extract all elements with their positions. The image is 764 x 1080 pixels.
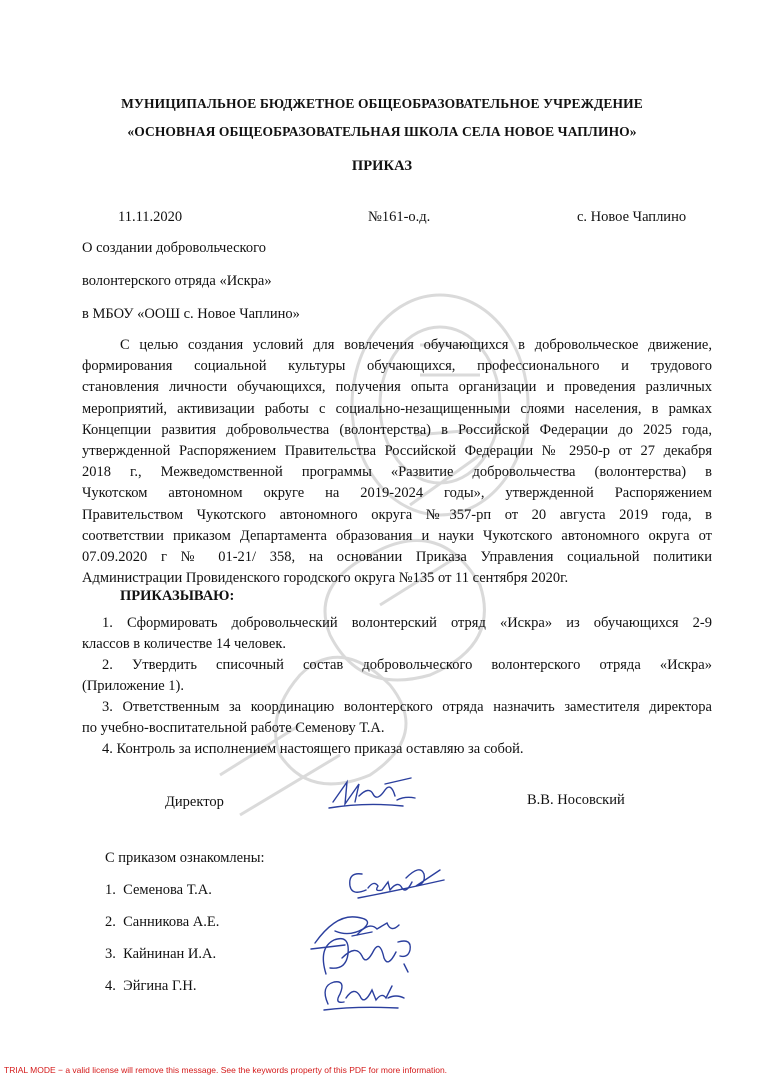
order-date: 11.11.2020 bbox=[118, 209, 183, 225]
school-name: «ОСНОВНАЯ ОБЩЕОБРАЗОВАТЕЛЬНАЯ ШКОЛА СЕЛА НОВОЕ ЧАПЛИНО» bbox=[127, 124, 637, 139]
item-number: 2. bbox=[102, 657, 113, 673]
item-text: (Приложение 1). bbox=[82, 677, 184, 694]
acknowledged-person bbox=[105, 912, 219, 933]
order-place: с. Новое Чаплино bbox=[577, 209, 687, 225]
person-number: 1. bbox=[105, 882, 116, 898]
acknowledged-person bbox=[105, 976, 196, 997]
signatory-position: Директор bbox=[165, 794, 224, 810]
item-text: по учебно-воспитательной работе Семенову Т.А. bbox=[82, 719, 385, 736]
preamble-line: 2018 г., Межведомственной программы «Развитие добровольчества (волонтерства) в bbox=[82, 464, 712, 481]
preamble-line: Правительством Чукотского автономного округа №357-рп от 20 августа 2019 года, в bbox=[82, 506, 712, 523]
trial-mode-notice: TRIAL MODE − a valid license will remove this message. See the keywords property of this PDF for more information. bbox=[4, 1065, 448, 1075]
item-number: 3. bbox=[102, 699, 113, 715]
acknowledged-heading: С приказом ознакомлены: bbox=[105, 850, 265, 866]
preamble-line: формирования социальной культуры обучающихся, профессионального и трудового bbox=[82, 358, 712, 375]
person-number: 3. bbox=[105, 946, 116, 962]
order-item bbox=[82, 613, 712, 655]
acknowledged-person bbox=[105, 944, 216, 965]
person-name: Семенова Т.А. bbox=[123, 882, 212, 898]
order-item bbox=[82, 697, 712, 739]
signature-2-icon bbox=[305, 905, 410, 951]
item-number: 4. bbox=[102, 741, 113, 757]
preamble-line: соответствии приказом Департамента образования и науки Чукотского автономного округа от bbox=[82, 527, 712, 544]
signature-3-icon bbox=[312, 928, 422, 980]
subject-line: волонтерского отряда «Искра» bbox=[82, 273, 272, 289]
preamble-line: Концепции развития добровольчества (волонтерства) в Российской Федерации до 2025 года, bbox=[82, 421, 712, 438]
person-name: Кайнинан И.А. bbox=[123, 946, 217, 962]
item-number: 1. bbox=[102, 615, 113, 631]
person-number: 2. bbox=[105, 914, 116, 930]
subject-line: О создании добровольческого bbox=[82, 240, 266, 256]
order-item bbox=[82, 655, 712, 697]
preamble-line: мероприятий, активизации работы с социально-незащищенными слоями населения, в рамках bbox=[82, 400, 712, 417]
document-title: ПРИКАЗ bbox=[351, 158, 413, 174]
preamble-line: 07.09.2020 г № 01-21/ 358, на основании Приказа Управления социальной политики bbox=[82, 549, 712, 566]
preamble-line: становления личности обучающихся, получения опыта организации и проведения различных bbox=[82, 379, 712, 396]
item-text: Сформировать добровольческий волонтерский отряд «Искра» из обучающихся 2-9 bbox=[126, 615, 712, 631]
person-name: Эйгина Г.Н. bbox=[123, 978, 197, 994]
preamble-line: С целью создания условий для вовлечения обучающихся в добровольческое движение, bbox=[120, 337, 712, 353]
preamble-line: Чукотском автономном округе на 2019-2024 годы», утвержденной Распоряжением bbox=[82, 485, 712, 502]
signature-4-icon bbox=[316, 972, 411, 1012]
director-signature-icon bbox=[325, 772, 425, 812]
acknowledged-person bbox=[105, 880, 212, 901]
institution-name: МУНИЦИПАЛЬНОЕ БЮДЖЕТНОЕ ОБЩЕОБРАЗОВАТЕЛЬНОЕ УЧРЕЖДЕНИЕ bbox=[121, 96, 643, 111]
order-item bbox=[82, 739, 712, 760]
subject-line: в МБОУ «ООШ с. Новое Чаплино» bbox=[82, 306, 300, 322]
preamble-paragraph bbox=[82, 335, 712, 589]
item-text: Ответственным за координацию волонтерского отряда назначить заместителя директора bbox=[122, 699, 712, 715]
item-text: Утвердить списочный состав добровольческого волонтерского отряда «Искра» bbox=[131, 657, 712, 673]
preamble-line: утвержденной Распоряжением Правительства Российской Федерации № 2950-р от 27 декабря bbox=[82, 443, 712, 460]
person-number: 4. bbox=[105, 978, 116, 994]
item-text: классов в количестве 14 человек. bbox=[82, 635, 287, 652]
item-text: Контроль за исполнением настоящего приказа оставляю за собой. bbox=[116, 741, 524, 757]
signature-1-icon bbox=[340, 860, 450, 902]
preamble-line: Администрации Провиденского городского округа №135 от 11 сентября 2020г. bbox=[82, 570, 569, 587]
order-keyword: ПРИКАЗЫВАЮ: bbox=[120, 588, 235, 604]
signatory-name: В.В. Носовский bbox=[527, 792, 625, 808]
person-name: Санникова А.Е. bbox=[123, 914, 220, 930]
order-number: №161-о.д. bbox=[368, 209, 431, 225]
